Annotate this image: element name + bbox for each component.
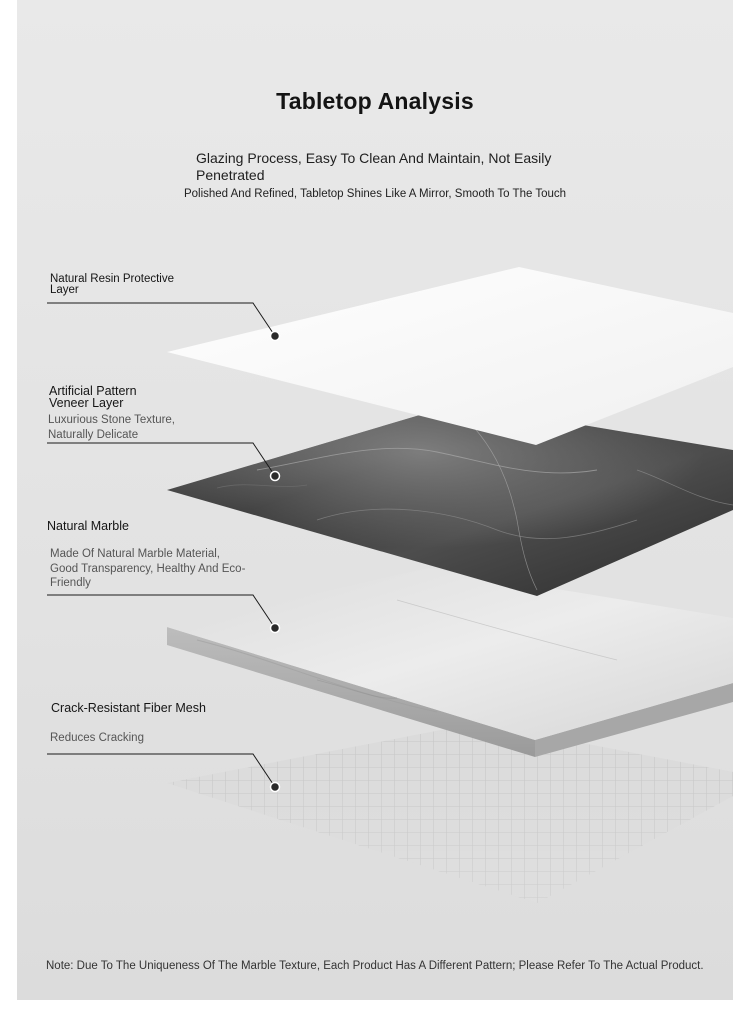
layer-label-veneer: Artificial Pattern Veneer Layer <box>49 384 137 410</box>
footer-note: Note: Due To The Uniqueness Of The Marble Texture, Each Product Has A Different Pattern; Please Refer To The Actual Product. <box>46 960 704 972</box>
layer-illustration <box>17 0 733 1000</box>
layer-desc-veneer: Luxurious Stone Texture, Naturally Delicate <box>48 414 176 441</box>
layer-label-resin: Natural Resin Protective Layer <box>50 273 174 296</box>
page-title: Tabletop Analysis <box>276 88 474 114</box>
layer-desc-mesh: Reduces Cracking <box>50 732 144 744</box>
leader-dot-icon <box>271 332 280 792</box>
layer-desc-marble: Made Of Natural Marble Material, Good Transparency, Healthy And Eco-Friendly <box>50 548 246 589</box>
layer-label-mesh: Crack-Resistant Fiber Mesh <box>51 701 206 715</box>
natural-marble-slab <box>167 568 733 757</box>
page <box>17 0 733 1000</box>
veneer-slab <box>167 404 733 596</box>
resin-slab <box>167 267 733 445</box>
subtitle: Glazing Process, Easy To Clean And Maintain, Not Easily Penetrated <box>196 150 552 183</box>
layer-label-marble: Natural Marble <box>47 519 129 533</box>
caption: Polished And Refined, Tabletop Shines Like A Mirror, Smooth To The Touch <box>183 188 567 200</box>
fiber-mesh-slab <box>167 723 733 903</box>
